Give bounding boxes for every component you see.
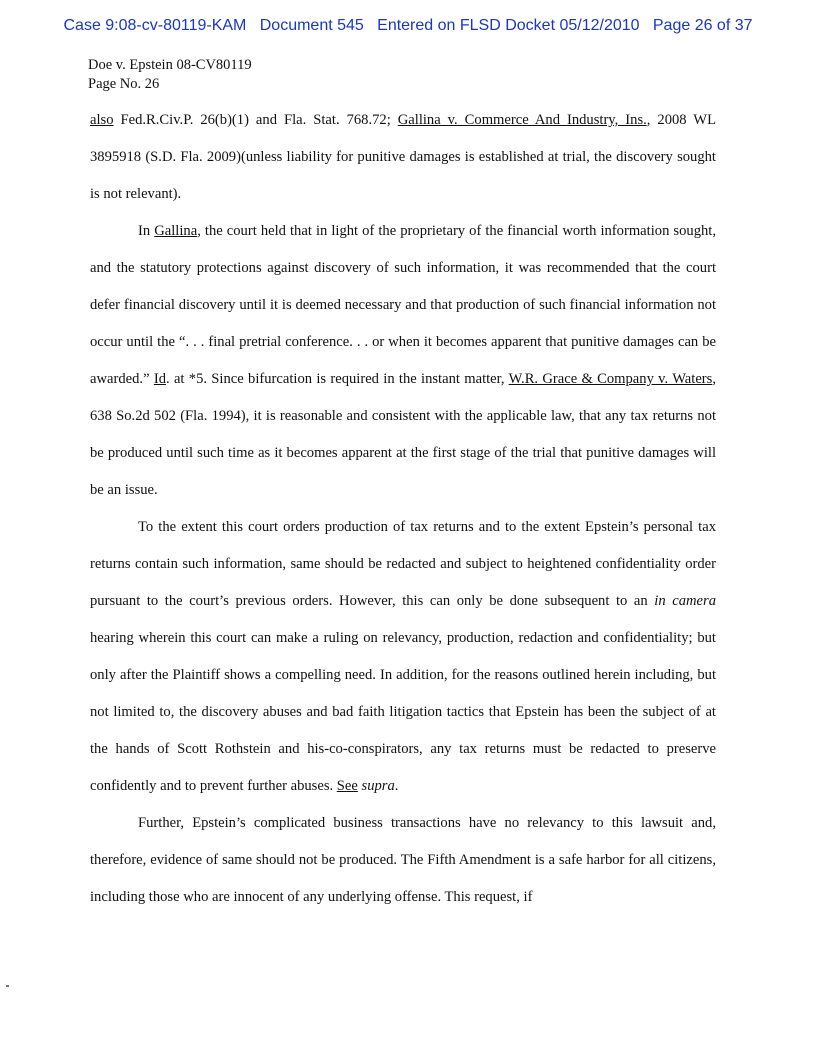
case-caption: Doe v. Epstein 08-CV80119: [88, 57, 252, 73]
paragraph-2-text-a: In: [138, 223, 155, 239]
also-signal: also: [90, 112, 114, 128]
gallina-reference: Gallina: [154, 223, 198, 239]
in-camera-term: in camera: [654, 593, 716, 609]
paragraph-3-text-a: To the extent this court orders production of tax returns and to the extent Epstein’s personal tax returns contain such information, same should be redacted and subject to heightened confidentiality order pursuant to the court’s previous orders. However, this can only be done subsequent to an: [90, 519, 716, 609]
paragraph-1-text-b: , 2008 WL 3895918 (S.D. Fla. 2009)(unless liability for punitive damages is established at trial, the discovery sought is not relevant).: [90, 112, 716, 202]
paragraph-2-text-d: , 638 So.2d 502 (Fla. 1994), it is reasonable and consistent with the applicable law, that any tax returns not be produced until such time as it becomes apparent at the first stage of the trial that punitive damages will be an issue.: [90, 371, 717, 498]
docket-stamp: [0, 17, 816, 35]
paragraph-3-period: .: [394, 778, 399, 794]
id-reference: Id: [153, 371, 167, 387]
document-body: [90, 102, 716, 916]
paragraph-2-text-b: , the court held that in light of the proprietary of the financial worth information sought, and the statutory protections against discovery of such information, it was recommended that the court defer financial discovery until it is deemed necessary and that production of such financial information not occur until the “. . . final pretrial conference. . . or when it becomes apparent that punitive damages can be awarded.”: [90, 223, 716, 387]
stamp-document-number: Document 545: [259, 17, 364, 34]
case-citation-grace: W.R. Grace & Company v. Waters: [508, 371, 713, 387]
stamp-case-number: Case 9:08-cv-80119-KAM: [63, 17, 247, 34]
paragraph-4-text: Further, Epstein’s complicated business transactions have no relevancy to this lawsuit and, therefore, evidence of same should not be produced. The Fifth Amendment is a safe harbor for all citizens, including those who are innocent of any underlying offense. This request, if: [90, 815, 716, 905]
scan-speck: [6, 985, 9, 987]
stamp-entered-date: Entered on FLSD Docket 05/12/2010: [377, 17, 640, 34]
paragraph-1-text-a: Fed.R.Civ.P. 26(b)(1) and Fla. Stat. 768.72;: [113, 112, 398, 128]
see-signal: See: [336, 778, 358, 794]
page-header: [88, 56, 252, 94]
case-citation-gallina: Gallina v. Commerce And Industry, Ins.: [397, 112, 647, 128]
paragraph-1: [90, 102, 716, 213]
paragraph-2-text-c: . at *5. Since bifurcation is required in the instant matter,: [166, 371, 509, 387]
supra-term: supra: [361, 778, 395, 794]
stamp-page-count: Page 26 of 37: [652, 17, 753, 34]
paragraph-2: [90, 213, 716, 509]
page-number: Page No. 26: [88, 76, 160, 92]
paragraph-3: [90, 509, 716, 805]
paragraph-3-text-b: hearing wherein this court can make a ruling on relevancy, production, redaction and confidentiality; but only after the Plaintiff shows a compelling need. In addition, for the reasons outlined herein including, but not limited to, the discovery abuses and bad faith litigation tactics that Epstein has been the subject of at the hands of Scott Rothstein and his-co-conspirators, any tax returns must be redacted to preserve confidently and to prevent further abuses.: [90, 630, 716, 794]
paragraph-4: [90, 805, 716, 916]
